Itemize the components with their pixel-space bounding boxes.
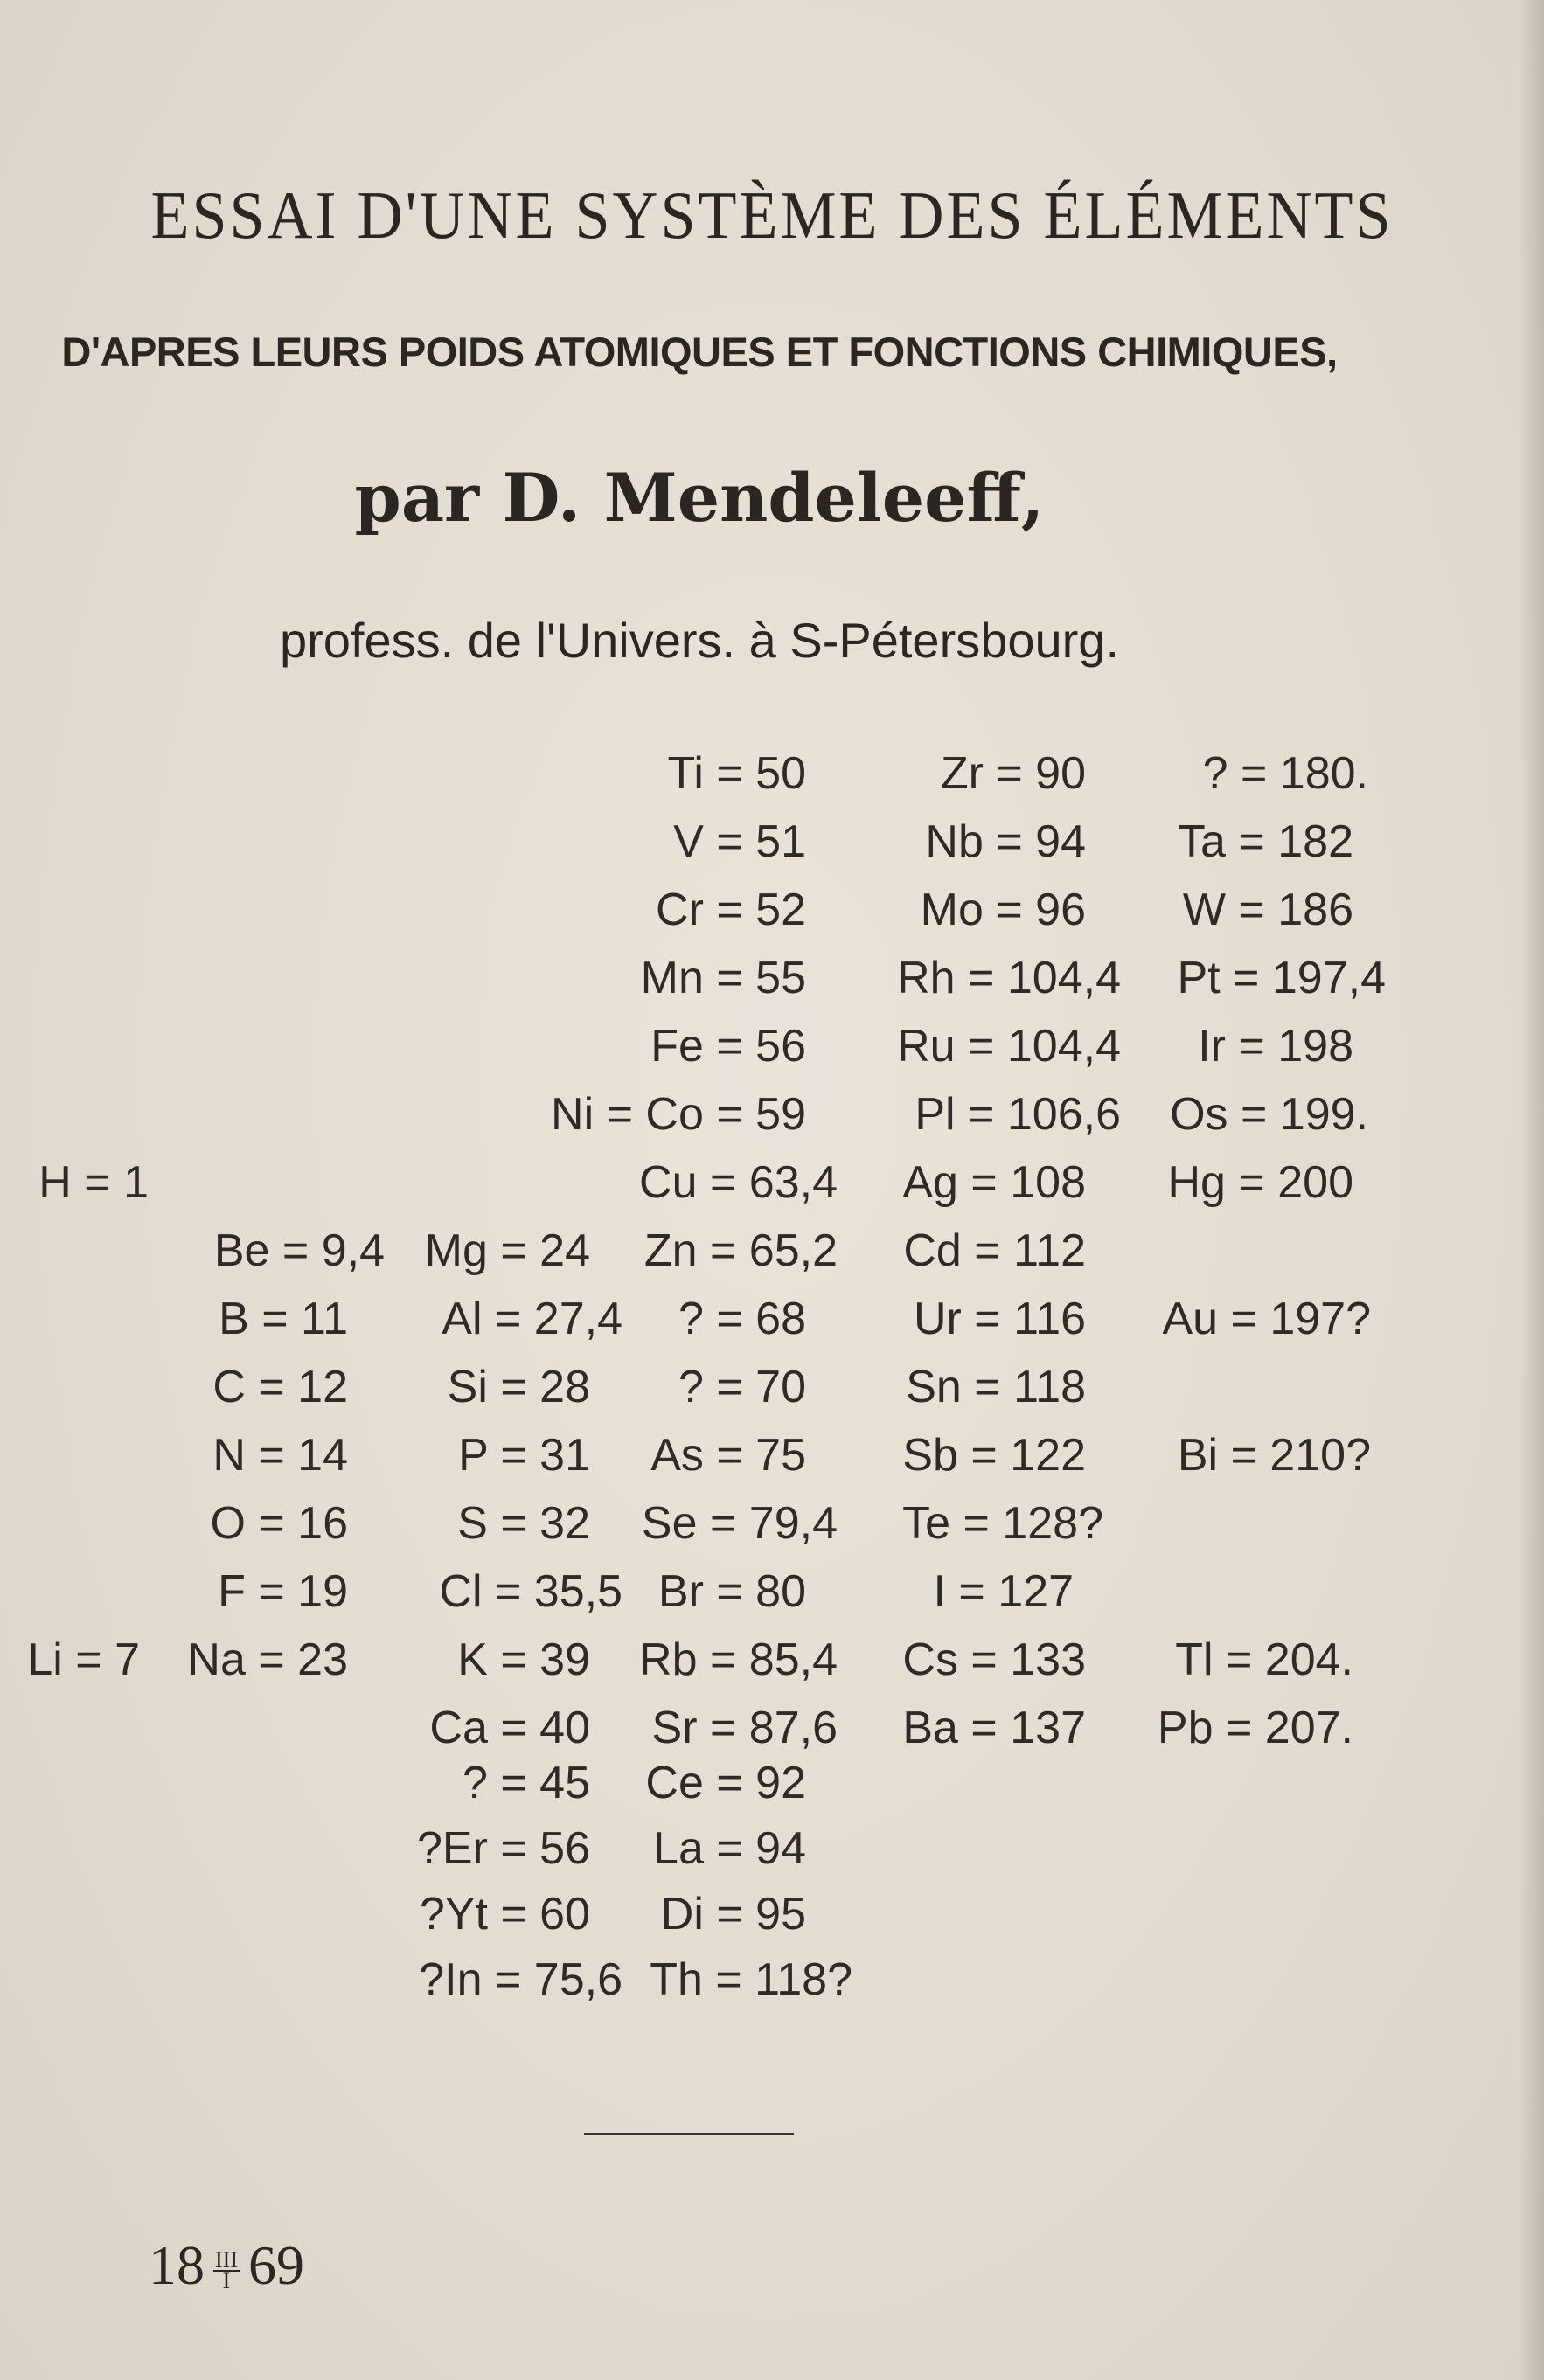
table-cell: Fe = 56	[650, 1021, 806, 1072]
document-subtitle: D'APRES LEURS POIDS ATOMIQUES ET FONCTIONS CHIMIQUES,	[61, 329, 1338, 375]
table-cell: Ru = 104,4	[897, 1021, 1121, 1072]
table-cell: H = 1	[38, 1157, 149, 1208]
table-cell: Ce = 92	[645, 1758, 806, 1808]
table-cell: ? = 180.	[1202, 748, 1368, 799]
page-edge-shadow	[1520, 0, 1544, 2380]
table-cell: Os = 199.	[1170, 1089, 1368, 1140]
table-cell: Te = 128?	[902, 1498, 1103, 1549]
date-day: 18	[149, 2234, 205, 2296]
table-cell: Tl = 204.	[1175, 1634, 1353, 1685]
table-cell: ? = 68	[678, 1294, 806, 1344]
date-month-denominator: I	[222, 2268, 231, 2294]
separator-rule	[584, 2133, 794, 2135]
table-cell: Nb = 94	[925, 816, 1086, 867]
table-cell: Cs = 133	[902, 1634, 1086, 1685]
table-cell: Sb = 122	[902, 1430, 1086, 1481]
table-cell: Mn = 55	[640, 953, 806, 1003]
table-cell: Ir = 198	[1198, 1021, 1353, 1072]
table-cell: Cr = 52	[656, 885, 806, 935]
table-cell: ?Er = 56	[416, 1823, 590, 1874]
table-cell: La = 94	[653, 1823, 806, 1874]
table-cell: ? = 70	[678, 1362, 806, 1412]
date-year: 69	[247, 2234, 304, 2296]
table-cell: P = 31	[458, 1430, 590, 1481]
table-cell: Sr = 87,6	[651, 1703, 838, 1753]
table-cell: Na = 23	[187, 1634, 348, 1685]
table-cell: Hg = 200	[1167, 1157, 1353, 1208]
table-cell: Pl = 106,6	[915, 1089, 1121, 1140]
table-cell: Bi = 210?	[1177, 1430, 1371, 1481]
table-cell: Rh = 104,4	[897, 953, 1121, 1003]
table-cell: S = 32	[457, 1498, 590, 1549]
table-cell: Ti = 50	[667, 748, 806, 799]
table-cell: Li = 7	[27, 1634, 140, 1685]
table-cell: Cd = 112	[903, 1225, 1086, 1276]
table-cell: Pt = 197,4	[1177, 953, 1386, 1003]
table-cell: N = 14	[212, 1430, 348, 1481]
table-cell: Au = 197?	[1162, 1294, 1371, 1344]
table-cell: F = 19	[218, 1566, 348, 1617]
table-cell: Ba = 137	[902, 1703, 1086, 1753]
table-cell: ?Yt = 60	[419, 1889, 590, 1939]
table-cell: Pb = 207.	[1157, 1703, 1353, 1753]
table-cell: Be = 9,4	[213, 1225, 385, 1276]
table-cell: Di = 95	[660, 1889, 806, 1939]
table-cell: Ag = 108	[902, 1157, 1086, 1208]
table-cell: K = 39	[457, 1634, 590, 1685]
table-cell: Br = 80	[657, 1566, 806, 1617]
table-cell: Rb = 85,4	[639, 1634, 838, 1685]
table-cell: ?In = 75,6	[419, 1954, 622, 2005]
table-cell: B = 11	[219, 1294, 348, 1344]
table-cell: Ta = 182	[1178, 816, 1353, 867]
table-cell: Zn = 65,2	[643, 1225, 838, 1276]
table-cell: As = 75	[650, 1430, 806, 1481]
date-month-numerator: III	[215, 2247, 238, 2273]
table-cell: O = 16	[210, 1498, 348, 1549]
table-cell: V = 51	[673, 816, 806, 867]
table-cell: Si = 28	[447, 1362, 590, 1412]
table-cell: W = 186	[1182, 885, 1353, 935]
table-cell: Cl = 35,5	[439, 1566, 622, 1617]
document-title: ESSAI D'UNE SYSTÈME DES ÉLÉMENTS	[150, 177, 1394, 253]
table-cell: Cu = 63,4	[639, 1157, 838, 1208]
table-cell: Mg = 24	[424, 1225, 590, 1276]
table-cell: I = 127	[933, 1566, 1074, 1617]
table-cell: Ca = 40	[429, 1703, 590, 1753]
date-month-fraction	[213, 2247, 240, 2294]
table-cell: Se = 79,4	[641, 1498, 838, 1549]
table-cell: Al = 27,4	[442, 1294, 622, 1344]
table-cell: Zr = 90	[940, 748, 1086, 799]
table-cell: Ur = 116	[913, 1294, 1086, 1344]
table-cell: Sn = 118	[906, 1362, 1086, 1412]
table-cell: Mo = 96	[920, 885, 1086, 935]
affiliation-line: profess. de l'Univers. à S-Pétersbourg.	[279, 613, 1119, 668]
publication-date	[149, 2233, 304, 2298]
table-cell: Ni = Co = 59	[551, 1089, 806, 1140]
author-line: par D. Mendeleeff,	[354, 459, 1045, 537]
table-cell: ? = 45	[462, 1758, 590, 1808]
table-cell: Th = 118?	[650, 1954, 852, 2005]
table-cell: C = 12	[212, 1362, 348, 1412]
